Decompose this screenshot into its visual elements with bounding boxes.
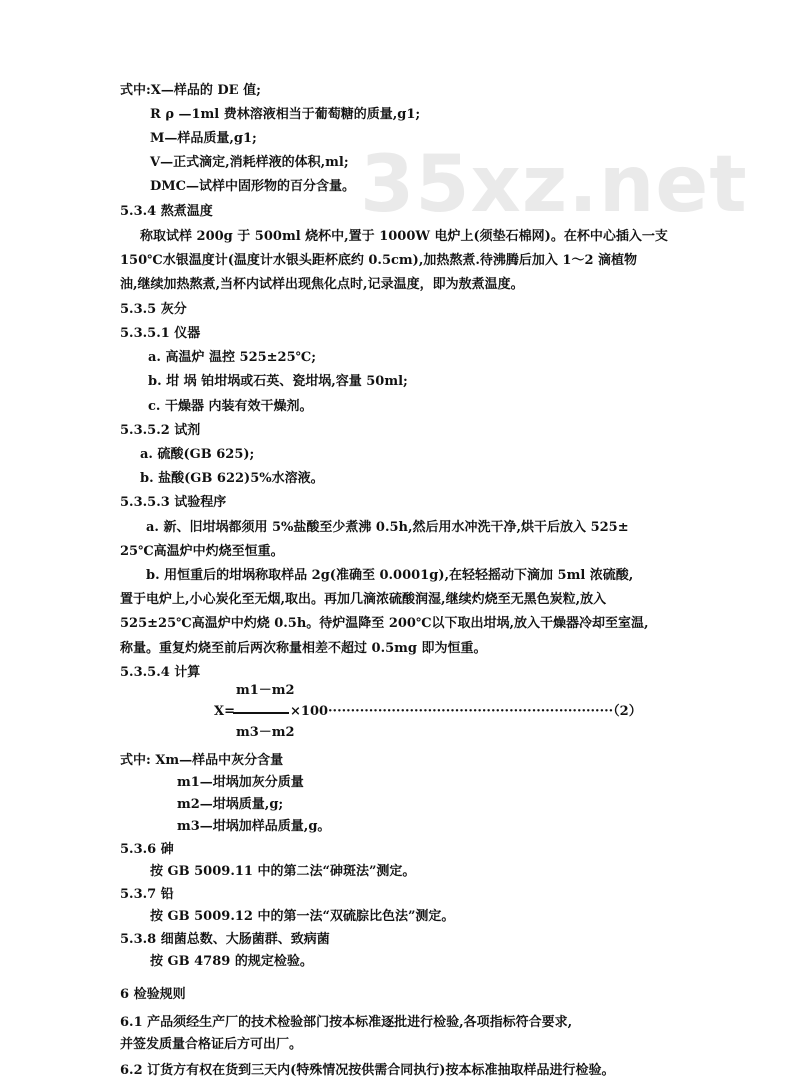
section-heading: 5.3.6 砷 — [120, 842, 174, 857]
chapter-heading: 6 检验规则 — [120, 987, 186, 1002]
formula-legend-intro: 式中: Xm—样品中灰分含量 — [120, 753, 284, 768]
paragraph-line: 称取试样 200g 于 500ml 烧杯中,置于 1000W 电炉上(须垫石棉网)。在杯中心插入一支 — [140, 229, 668, 244]
formula-legend-item: m3—坩埚加样品质量,g。 — [177, 819, 331, 834]
paragraph-line: 按 GB 4789 的规定检验。 — [150, 954, 313, 969]
list-item: a. 硫酸(GB 625); — [140, 447, 255, 462]
section-heading: 5.3.5 灰分 — [120, 302, 187, 317]
section-heading: 5.3.7 铅 — [120, 887, 174, 902]
paragraph-line: 6.2 订货方有权在货到三天内(特殊情况按供需合同执行)按本标准抽取样品进行检验。 — [120, 1063, 615, 1078]
paragraph-line: 25℃高温炉中灼烧至恒重。 — [120, 544, 284, 559]
paragraph-line: 525±25℃高温炉中灼烧 0.5h。待炉温降至 200℃以下取出坩埚,放入干燥器冷却至室温, — [120, 616, 649, 631]
paragraph-line: a. 新、旧坩埚都须用 5%盐酸至少煮沸 0.5h,然后用水冲洗干净,烘干后放入 525± — [146, 520, 629, 535]
paragraph-line: b. 用恒重后的坩埚称取样品 2g(准确至 0.0001g),在轻轻摇动下滴加 5ml 浓硫酸, — [146, 568, 634, 583]
paragraph-line: 并签发质量合格证后方可出厂。 — [120, 1037, 303, 1052]
subsection-heading: 5.3.5.4 计算 — [120, 665, 201, 680]
formula-legend-item: R ρ —1ml 费林溶液相当于葡萄糖的质量,g1; — [150, 107, 421, 122]
subsection-heading: 5.3.5.3 试验程序 — [120, 495, 227, 510]
subsection-heading: 5.3.5.1 仪器 — [120, 326, 201, 341]
formula-numerator: m1－m2 — [236, 683, 295, 698]
section-heading: 5.3.4 熬煮温度 — [120, 204, 213, 219]
formula-legend-item: M—样品质量,g1; — [150, 131, 257, 146]
watermark: 35xz.net — [360, 140, 748, 230]
formula-lhs: X= — [214, 704, 235, 719]
subsection-heading: 5.3.5.2 试剂 — [120, 423, 201, 438]
list-item: b. 盐酸(GB 622)5%水溶液。 — [140, 471, 324, 486]
formula-legend-item: m2—坩埚质量,g; — [177, 797, 284, 812]
paragraph-line: 6.1 产品须经生产厂的技术检验部门按本标准逐批进行检验,各项指标符合要求, — [120, 1015, 573, 1030]
list-item: c. 干燥器 内装有效干燥剂。 — [148, 399, 313, 414]
list-item: b. 坩 埚 铂坩埚或石英、瓷坩埚,容量 50ml; — [148, 374, 408, 389]
formula-denominator: m3－m2 — [236, 725, 295, 740]
paragraph-line: 置于电炉上,小心炭化至无烟,取出。再加几滴浓硫酸润湿,继续灼烧至无黑色炭粒,放入 — [120, 592, 607, 607]
formula-legend-item: V—正式滴定,消耗样液的体积,ml; — [150, 155, 349, 170]
formula-legend-item: DMC—试样中固形物的百分含量。 — [150, 179, 356, 194]
paragraph-line: 150℃水银温度计(温度计水银头距杯底约 0.5cm),加热熬煮.待沸腾后加入 1～2 滴植物 — [120, 253, 638, 268]
formula-legend-item: m1—坩埚加灰分质量 — [177, 775, 304, 790]
formula-legend-intro: 式中:X—样品的 DE 值; — [120, 83, 261, 98]
paragraph-line: 按 GB 5009.12 中的第一法“双硫腙比色法”测定。 — [150, 909, 455, 924]
list-item: a. 高温炉 温控 525±25℃; — [148, 350, 317, 365]
formula-rhs: ×100·······························································（2） — [290, 704, 642, 719]
paragraph-line: 按 GB 5009.11 中的第二法“砷斑法”测定。 — [150, 864, 416, 879]
paragraph-line: 油,继续加热熬煮,当杯内试样出现焦化点时,记录温度，即为敖煮温度。 — [120, 277, 524, 292]
section-heading: 5.3.8 细菌总数、大肠菌群、致病菌 — [120, 932, 330, 947]
paragraph-line: 称量。重复灼烧至前后两次称量相差不超过 0.5mg 即为恒重。 — [120, 641, 487, 656]
